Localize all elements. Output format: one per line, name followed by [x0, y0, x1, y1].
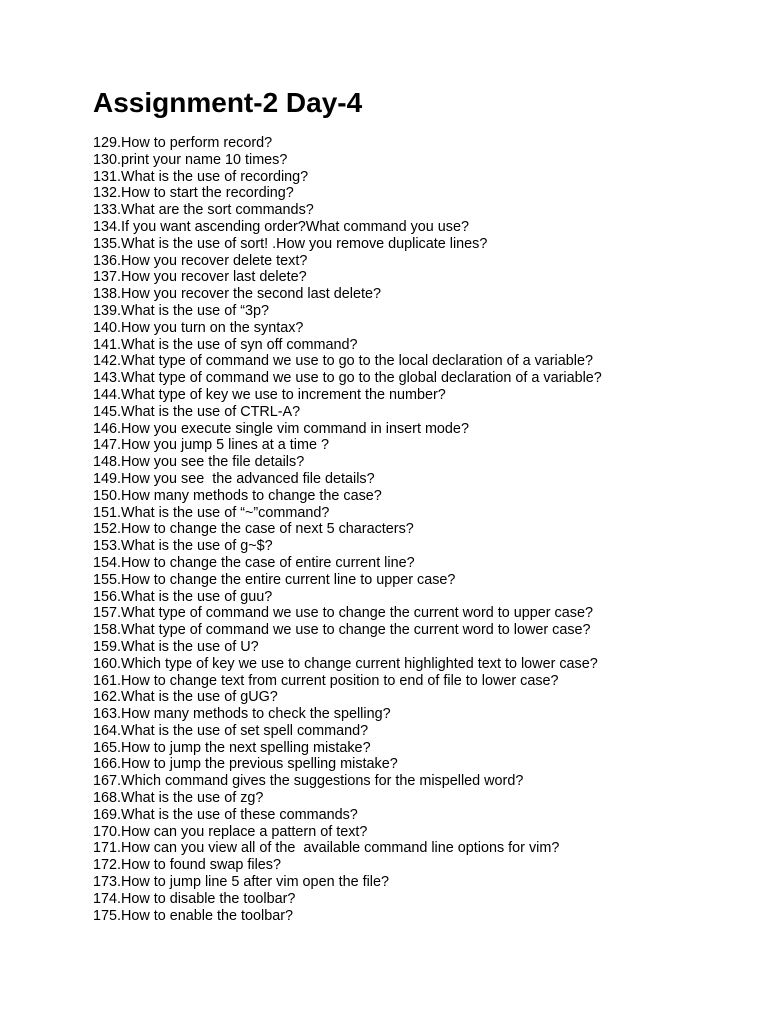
question-item: 139.What is the use of “3p? [93, 302, 269, 319]
question-item: 165.How to jump the next spelling mistake? [93, 739, 371, 756]
question-item: 162.What is the use of gUG? [93, 689, 278, 706]
question-item: 154.How to change the case of entire current line? [93, 554, 415, 571]
question-item: 143.What type of command we use to go to the global declaration of a variable? [93, 370, 602, 387]
question-item: 168.What is the use of zg? [93, 790, 264, 807]
question-list [93, 135, 602, 924]
question-item: 133.What are the sort commands? [93, 202, 314, 219]
question-item: 132.How to start the recording? [93, 185, 294, 202]
question-item: 158.What type of command we use to change the current word to lower case? [93, 622, 591, 639]
question-item: 131.What is the use of recording? [93, 168, 309, 185]
question-item: 159.What is the use of U? [93, 638, 259, 655]
question-item: 164.What is the use of set spell command? [93, 722, 369, 739]
question-item: 173.How to jump line 5 after vim open the file? [93, 874, 389, 891]
question-item: 137.How you recover last delete? [93, 269, 307, 286]
question-item: 130.print your name 10 times? [93, 151, 288, 168]
question-item: 129.How to perform record? [93, 135, 273, 151]
question-item: 134.If you want ascending order?What command you use? [93, 218, 469, 235]
question-item: 166.How to jump the previous spelling mistake? [93, 756, 398, 773]
question-item: 145.What is the use of CTRL-A? [93, 403, 301, 420]
question-item: 157.What type of command we use to change the current word to upper case? [93, 605, 593, 622]
question-item: 174.How to disable the toolbar? [93, 890, 296, 907]
question-item: 156.What is the use of guu? [93, 588, 273, 605]
question-item: 140.How you turn on the syntax? [93, 319, 304, 336]
question-item: 152.How to change the case of next 5 characters? [93, 521, 414, 538]
question-item: 175.How to enable the toolbar? [93, 907, 294, 924]
question-item: 171.How can you view all of the available command line options for vim? [93, 840, 560, 857]
question-item: 142.What type of command we use to go to the local declaration of a variable? [93, 353, 593, 370]
question-item: 169.What is the use of these commands? [93, 806, 358, 823]
question-item: 138.How you recover the second last delete? [93, 286, 381, 303]
question-item: 148.How you see the file details? [93, 454, 305, 471]
question-item: 160.Which type of key we use to change current highlighted text to lower case? [93, 655, 598, 672]
question-item: 153.What is the use of g~$? [93, 538, 273, 555]
question-item: 149.How you see the advanced file details? [93, 470, 375, 487]
question-item: 167.Which command gives the suggestions for the mispelled word? [93, 773, 524, 790]
question-item: 163.How many methods to check the spelling? [93, 706, 391, 723]
question-item: 141.What is the use of syn off command? [93, 336, 358, 353]
question-item: 172.How to found swap files? [93, 857, 281, 874]
question-item: 170.How can you replace a pattern of text? [93, 823, 368, 840]
question-item: 136.How you recover delete text? [93, 252, 308, 269]
question-item: 135.What is the use of sort! .How you remove duplicate lines? [93, 235, 488, 252]
question-item: 144.What type of key we use to increment the number? [93, 386, 446, 403]
question-item: 161.How to change text from current position to end of file to lower case? [93, 672, 559, 689]
question-item: 146.How you execute single vim command in insert mode? [93, 420, 469, 437]
document-title: Assignment-2 Day-4 [93, 87, 363, 118]
question-item: 155.How to change the entire current line to upper case? [93, 571, 456, 588]
question-item: 147.How you jump 5 lines at a time ? [93, 437, 329, 454]
question-item: 150.How many methods to change the case? [93, 487, 382, 504]
question-item: 151.What is the use of “~”command? [93, 504, 330, 521]
